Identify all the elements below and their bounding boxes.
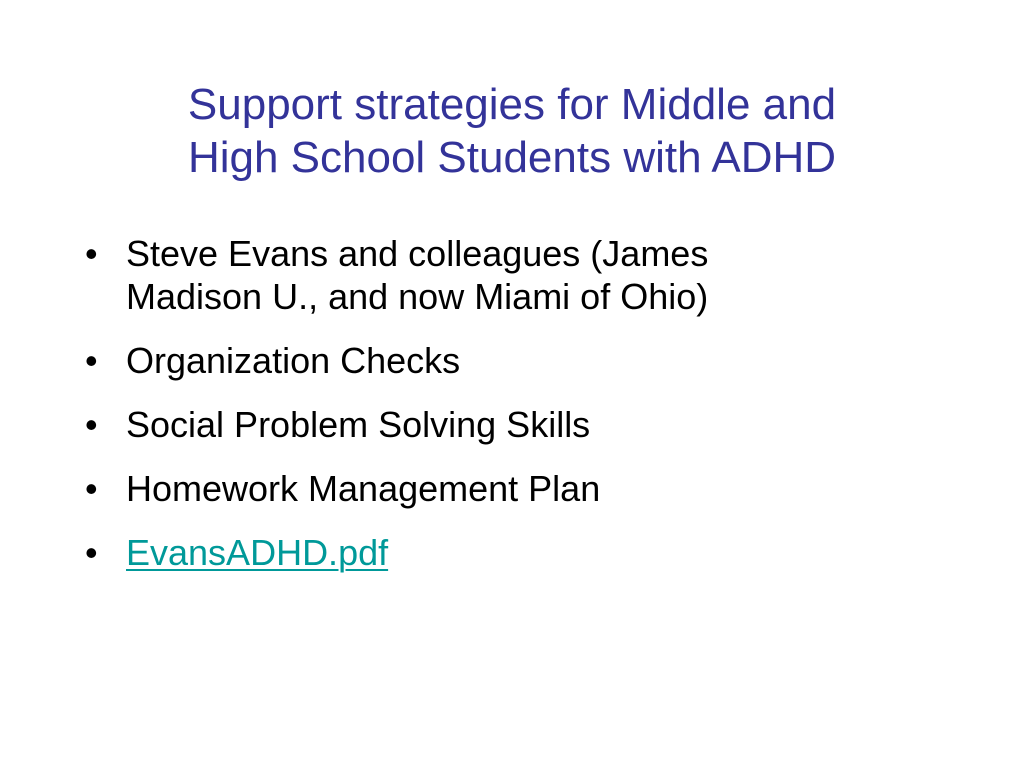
bullet-icon: • <box>85 468 98 509</box>
bullet-item-social-problem-solving <box>80 403 980 446</box>
bullet-icon: • <box>85 532 98 573</box>
slide-title-line: High School Students with ADHD <box>187 133 837 182</box>
bullet-item-homework-management <box>80 467 980 510</box>
bullet-item-organization-checks <box>80 339 980 382</box>
slide-title <box>60 78 964 184</box>
bullet-item-steve-evans <box>80 232 980 318</box>
bullet-text-line: Social Problem Solving Skills <box>126 404 591 445</box>
bullet-icon: • <box>85 233 98 274</box>
bullet-text-line: Homework Management Plan <box>126 468 601 509</box>
evans-adhd-pdf-link[interactable]: EvansADHD.pdf <box>126 532 389 573</box>
bullet-icon: • <box>85 404 98 445</box>
bullet-list <box>80 232 980 595</box>
bullet-item-evans-pdf <box>80 531 980 574</box>
bullet-text-line: Madison U., and now Miami of Ohio) <box>126 276 709 317</box>
slide-title-line: Support strategies for Middle and <box>187 80 837 129</box>
bullet-icon: • <box>85 340 98 381</box>
bullet-text-line: Steve Evans and colleagues (James <box>126 233 709 274</box>
bullet-text-line: Organization Checks <box>126 340 461 381</box>
